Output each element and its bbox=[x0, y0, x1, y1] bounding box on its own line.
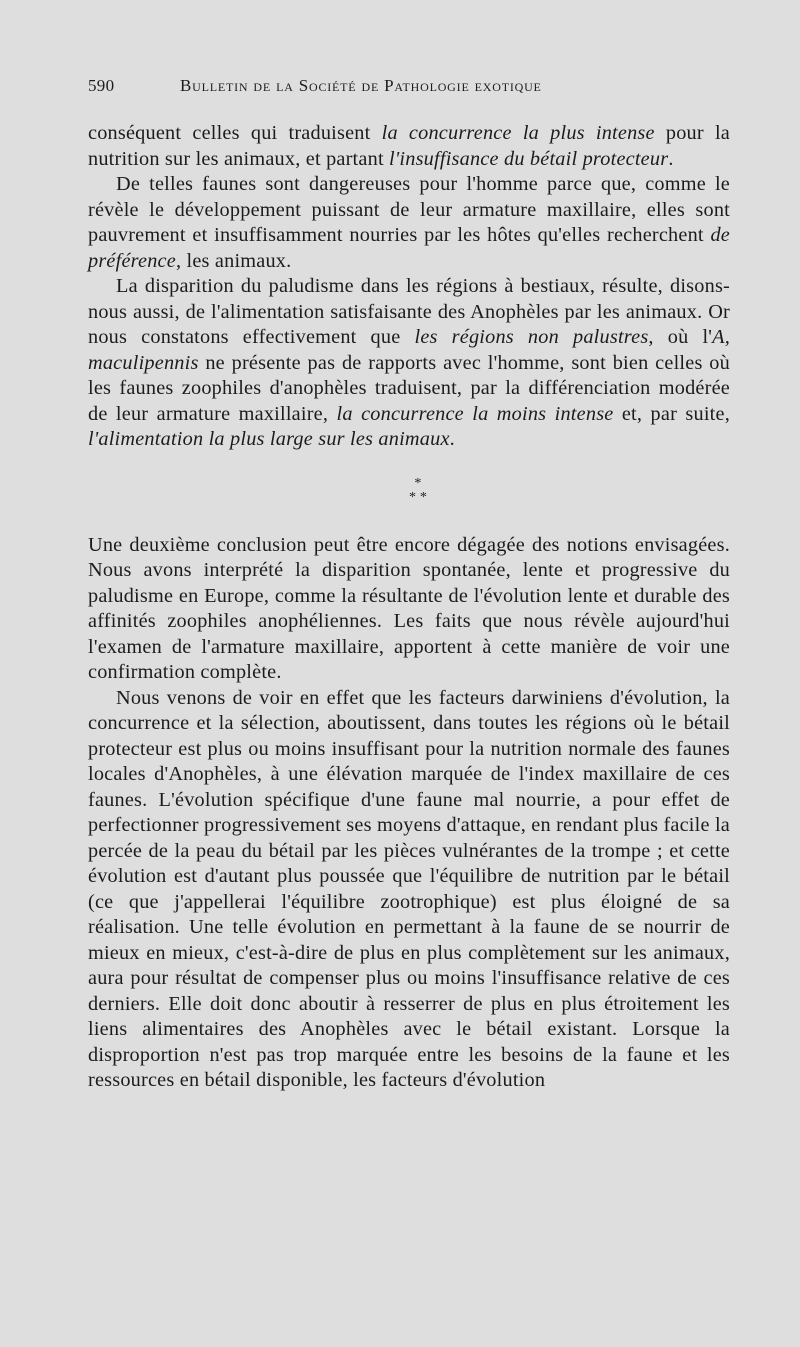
italic-run: les régions non palustres bbox=[414, 326, 649, 348]
text-run: De telles faunes sont dangereuses pour l'homme parce que, comme le révèle le développement puissant de leur armature maxillaire, elles sont pauvrement et insuffisamment nourries par les hôtes qu'elles recherchent bbox=[88, 173, 730, 246]
italic-run: l'insuffisance du bétail protecteur bbox=[389, 147, 669, 170]
text-run: , les animaux. bbox=[175, 249, 292, 272]
text-run: . bbox=[449, 428, 455, 450]
italic-run: A, maculipennis bbox=[88, 326, 730, 374]
text-run: conséquent celles qui traduisent bbox=[88, 122, 382, 144]
page-number: 590 bbox=[88, 76, 115, 95]
text-run: , où l' bbox=[648, 326, 713, 348]
paragraph-2 bbox=[88, 172, 730, 274]
paragraph-5: Nous venons de voir en effet que les facteurs darwiniens d'évolution, la concurrence et la sélection, aboutissent, dans toutes les régions où le bétail protecteur est plus ou moins insuffisant pour la nutrition normale des faunes locales d'Anophèles, à une élévation marquée de l'index maxillaire de ces faunes. L'évolution spécifique d'une faune mal nourrie, a pour effet de perfectionner progressivement ses moyens d'attaque, en rendant plus facile la percée de la peau du bétail par les pièces vulnérantes de la trompe ; et cette évolution est d'autant plus poussée que l'équilibre de nutrition par le bétail (ce que j'appellerai l'équilibre zootrophique) est plus éloigné de sa réalisation. Une telle évolution en permettant à la faune de se nourrir de mieux en mieux, c'est-à-dire de plus en plus complètement sur les animaux, aura pour résultat de compenser plus ou moins l'insuffisance relative de ces derniers. Elle doit donc aboutir à resserrer de plus en plus étroitement les liens alimentaires des Anophèles avec le bétail existant. Lorsque la disproportion n'est pas trop marquée entre les besoins de la faune et les ressources en bétail disponible, les facteurs d'évolution bbox=[88, 686, 730, 1091]
asterism-top: * bbox=[414, 475, 422, 491]
text-run: ne présente pas de rapports avec l'homme, sont bien celles où les faunes zoophiles d'anophèles traduisent, par la différenciation modérée de leur armature maxillaire, bbox=[88, 351, 730, 425]
italic-run: la concurrence la plus intense bbox=[381, 122, 655, 144]
text-run: et, par suite, bbox=[613, 402, 730, 425]
paragraph-4: Une deuxième conclusion peut être encore dégagée des notions envisagées. Nous avons interprété la disparition spontanée, lente et progressive du paludisme en Europe, comme la résultante de l'évolution lente et durable des affinités zoophiles anophéliennes. Les faits que nous révèle aujourd'hui l'examen de l'armature maxillaire, apportent à cette manière de voir une confirmation complète. bbox=[88, 533, 730, 683]
body-text bbox=[88, 121, 730, 1094]
running-title: Bulletin de la Société de Pathologie exotique bbox=[180, 76, 542, 95]
section-asterism bbox=[88, 477, 730, 505]
italic-run: la concurrence la moins intense bbox=[336, 402, 614, 425]
text-run: . bbox=[668, 147, 674, 170]
asterism-bottom: * * bbox=[408, 489, 428, 505]
paragraph-3 bbox=[88, 274, 730, 453]
italic-run: l'alimentation la plus large sur les animaux bbox=[88, 428, 450, 450]
text-run: La disparition du paludisme dans les régions à bestiaux, résulte, disons-nous aussi, de l'alimentation satisfaisante des Anophèles par les animaux. Or nous constatons effectivement que bbox=[88, 275, 730, 348]
paragraph-1 bbox=[88, 121, 730, 172]
text-run: pour la nutrition sur les animaux, et partant bbox=[88, 122, 730, 170]
italic-run: de préférence bbox=[88, 224, 730, 272]
